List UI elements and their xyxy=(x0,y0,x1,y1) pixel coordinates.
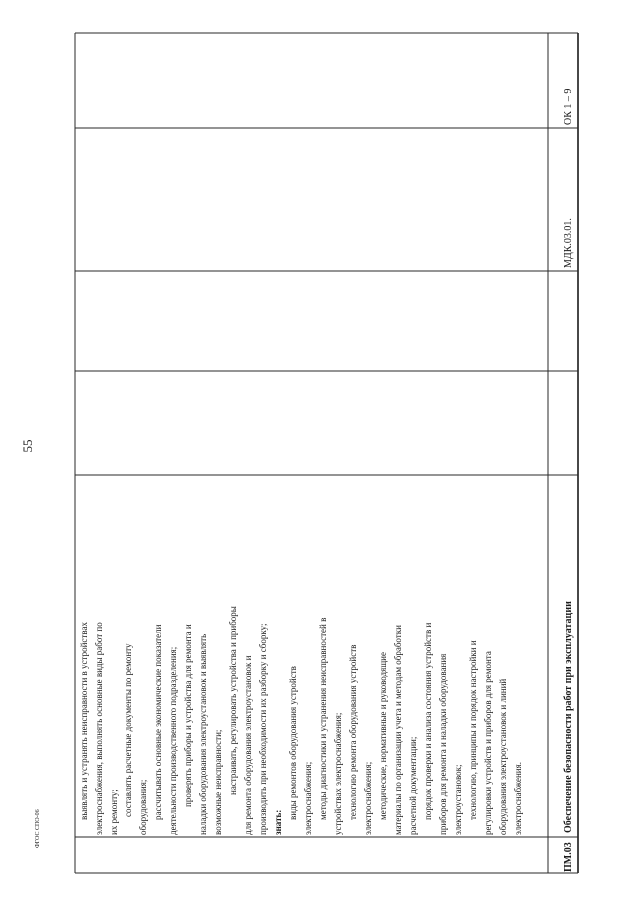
line-27: технологию, принципы и порядок настройки и xyxy=(468,640,478,820)
line-21: методические, нормативные и руководящие xyxy=(378,652,388,820)
line-9: наладки оборудования электроустановок и выявлять xyxy=(198,633,208,835)
line-22: материалы по организации учета и методам обработки xyxy=(393,625,403,835)
line-29: оборудования электроустановок и линий xyxy=(498,678,508,835)
line-5: оборудования; xyxy=(138,779,148,835)
discipline-code: МДК.03.01. xyxy=(563,218,574,268)
line-8: проверять приборы и устройства для ремонта и xyxy=(183,624,193,807)
module-code: ПМ.03 xyxy=(563,842,574,872)
line-26: электроустановок; xyxy=(453,764,463,835)
line-2: электроснабжения, выполнять основные виды работ по xyxy=(94,622,104,835)
line-4: составлять расчетные документы по ремонту xyxy=(123,643,133,817)
line-14-know-heading: знать: xyxy=(273,809,283,835)
line-3: их ремонту; xyxy=(109,789,119,835)
line-1: выявлять и устранять неисправности в устройствах xyxy=(79,622,89,820)
line-10: возможные неисправности; xyxy=(213,729,223,835)
line-7: деятельности производственного подразделения; xyxy=(168,646,178,835)
competence-description xyxy=(79,606,523,835)
line-19: технологию ремонта оборудования устройств xyxy=(348,644,358,820)
line-17: методы диагностики и устранения неисправностей в xyxy=(318,617,328,820)
footer-standard: ФГОС СПО-06 xyxy=(35,809,41,848)
line-30: электроснабжения. xyxy=(513,762,523,835)
line-23: расчетной документации; xyxy=(408,736,418,835)
line-15: виды ремонтов оборудования устройств xyxy=(288,666,298,820)
line-13: производить при необходимости их разборку и сборку; xyxy=(258,623,268,835)
module-title: Обеспечение безопасности работ при эксплуатации xyxy=(563,601,574,833)
line-16: электроснабжения; xyxy=(303,761,313,835)
line-11: настраивать, регулировать устройства и приборы xyxy=(228,606,238,795)
line-24: порядок проверки и анализа состояния устройств и xyxy=(423,622,433,820)
competence-codes: ОК 1 – 9 xyxy=(563,88,574,125)
line-28: регулировки устройств и приборов для ремонта xyxy=(483,651,493,835)
line-12: для ремонта оборудования электроустановок и xyxy=(243,655,253,835)
line-20: электроснабжения; xyxy=(363,761,373,835)
line-6: рассчитывать основные экономические показатели xyxy=(153,624,163,820)
page-number: 55 xyxy=(20,439,35,453)
line-25: приборов для ремонта и наладки оборудования xyxy=(438,653,448,835)
line-18: устройствах электроснабжения; xyxy=(333,712,343,835)
